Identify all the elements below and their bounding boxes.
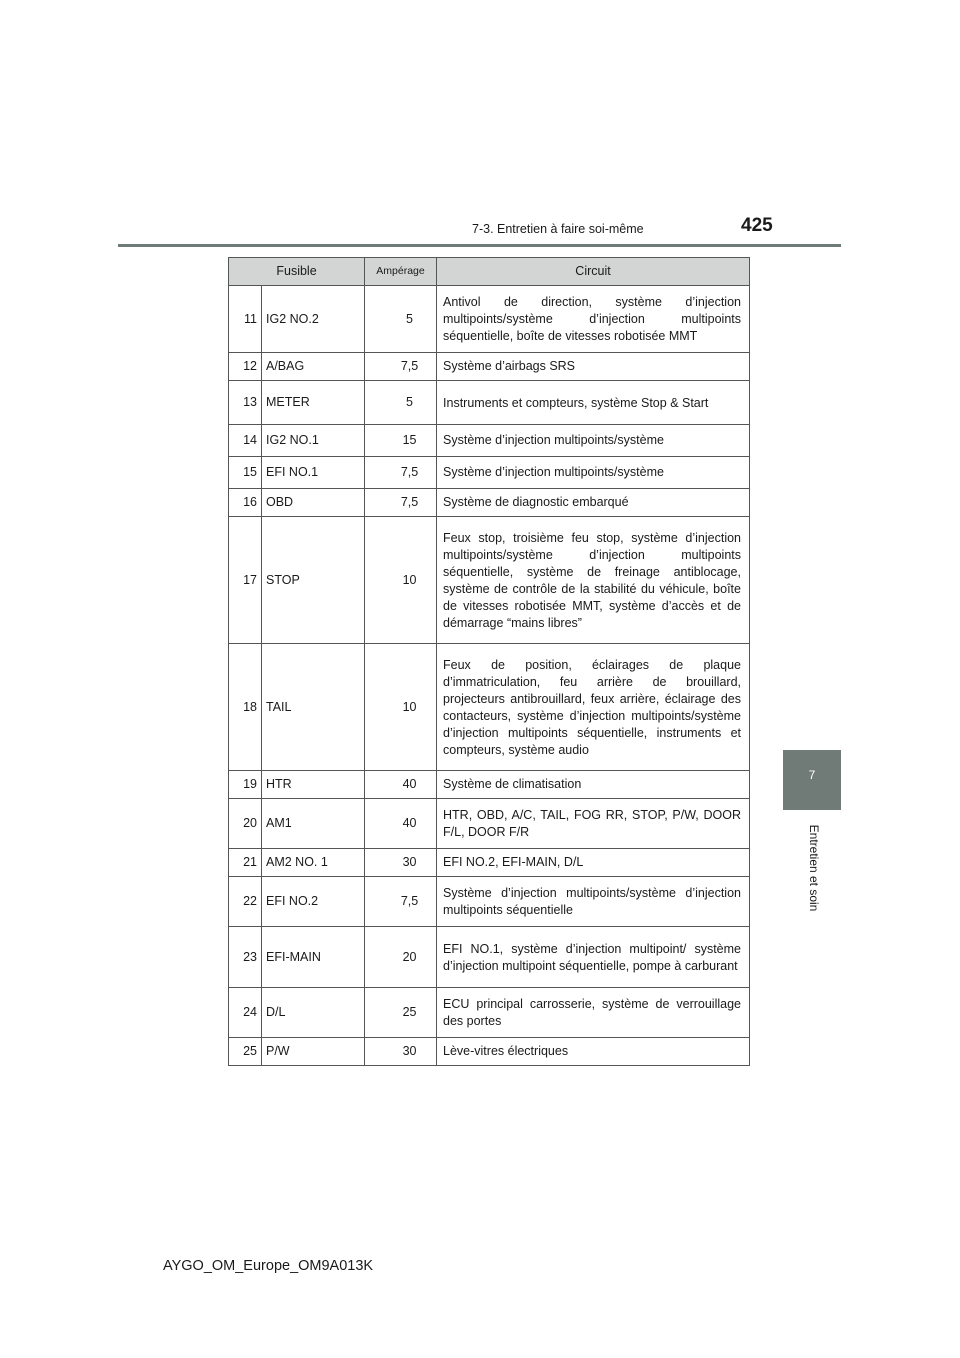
table-row [229,286,750,353]
fuse-circuit: Instruments et compteurs, système Stop & Start [437,381,750,425]
fuse-table [228,257,750,1066]
document-code: AYGO_OM_Europe_OM9A013K [163,1258,374,1274]
fuse-name: METER [262,381,365,425]
fuse-name: AM1 [262,799,365,849]
fuse-name: TAIL [262,644,365,771]
chapter-number: 7 [808,768,816,782]
chapter-tab [783,750,841,810]
fuse-circuit: Système de diagnostic embarqué [437,489,750,517]
fuse-number: 12 [229,353,262,381]
fuse-number: 23 [229,927,262,988]
fuse-number: 19 [229,771,262,799]
fuse-number: 11 [229,286,262,353]
fuse-amperage: 7,5 [365,877,437,927]
table-row [229,771,750,799]
fuse-circuit: ECU principal carrosserie, système de verrouillage des portes [437,988,750,1038]
fuse-name: STOP [262,517,365,644]
fuse-number: 18 [229,644,262,771]
fuse-name: EFI-MAIN [262,927,365,988]
page-number: 425 [741,215,773,236]
column-header-fuse: Fusible [229,258,365,286]
fuse-name: EFI NO.2 [262,877,365,927]
fuse-number: 17 [229,517,262,644]
fuse-amperage: 7,5 [365,353,437,381]
table-row [229,644,750,771]
fuse-number: 15 [229,457,262,489]
fuse-circuit: Lève-vitres électriques [437,1038,750,1066]
table-row [229,927,750,988]
fuse-amperage: 40 [365,799,437,849]
table-row [229,425,750,457]
fuse-name: EFI NO.1 [262,457,365,489]
table-row [229,489,750,517]
fuse-circuit: Feux de position, éclairages de plaque d’immatriculation, feu arrière de brouillard, projecteurs antibrouillard, feux arrière, éclairage des contacteurs, système d’injection multipoints/système d’injection multipoints séquentielle, instruments et compteurs, système audio [437,644,750,771]
fuse-name: HTR [262,771,365,799]
chapter-label: Entretien et soin [807,824,821,912]
fuse-amperage: 40 [365,771,437,799]
table-row [229,799,750,849]
fuse-name: IG2 NO.1 [262,425,365,457]
fuse-name: A/BAG [262,353,365,381]
table-row [229,353,750,381]
fuse-circuit: Système de climatisation [437,771,750,799]
fuse-circuit: Antivol de direction, système d’injection multipoints/système d’injection multipoints séquentielle, boîte de vitesses robotisée MMT [437,286,750,353]
fuse-number: 16 [229,489,262,517]
fuse-number: 24 [229,988,262,1038]
table-row [229,877,750,927]
fuse-circuit: Système d’injection multipoints/système [437,425,750,457]
fuse-amperage: 30 [365,849,437,877]
fuse-amperage: 30 [365,1038,437,1066]
header-divider [118,244,841,247]
fuse-amperage: 5 [365,286,437,353]
fuse-circuit: Système d’injection multipoints/système d’injection multipoints séquentielle [437,877,750,927]
fuse-circuit: Feux stop, troisième feu stop, système d’injection multipoints/système d’injection multipoints séquentielle, système de freinage antiblocage, système de contrôle de la stabilité du véhicule, boîte de vitesses robotisée MMT, système d’accès et de démarrage “mains libres” [437,517,750,644]
fuse-name: IG2 NO.2 [262,286,365,353]
table-header-row [229,258,750,286]
table-row [229,381,750,425]
fuse-number: 21 [229,849,262,877]
fuse-table-body [229,286,750,1066]
fuse-amperage: 10 [365,517,437,644]
fuse-amperage: 25 [365,988,437,1038]
fuse-circuit: EFI NO.2, EFI-MAIN, D/L [437,849,750,877]
table-row [229,517,750,644]
fuse-amperage: 20 [365,927,437,988]
fuse-number: 20 [229,799,262,849]
section-title: 7-3. Entretien à faire soi-même [472,222,644,236]
fuse-circuit: Système d’injection multipoints/système [437,457,750,489]
fuse-number: 25 [229,1038,262,1066]
column-header-amperage: Ampérage [365,258,437,286]
fuse-name: D/L [262,988,365,1038]
table-row [229,457,750,489]
fuse-name: OBD [262,489,365,517]
fuse-amperage: 5 [365,381,437,425]
fuse-amperage: 15 [365,425,437,457]
column-header-circuit: Circuit [437,258,750,286]
table-row [229,988,750,1038]
table-row [229,1038,750,1066]
fuse-name: P/W [262,1038,365,1066]
fuse-number: 13 [229,381,262,425]
fuse-number: 22 [229,877,262,927]
table-row [229,849,750,877]
fuse-amperage: 10 [365,644,437,771]
fuse-circuit: EFI NO.1, système d’injection multipoint/ système d’injection multipoint séquentielle, pompe à carburant [437,927,750,988]
fuse-number: 14 [229,425,262,457]
fuse-amperage: 7,5 [365,457,437,489]
fuse-name: AM2 NO. 1 [262,849,365,877]
fuse-amperage: 7,5 [365,489,437,517]
fuse-circuit: Système d’airbags SRS [437,353,750,381]
fuse-circuit: HTR, OBD, A/C, TAIL, FOG RR, STOP, P/W, DOOR F/L, DOOR F/R [437,799,750,849]
